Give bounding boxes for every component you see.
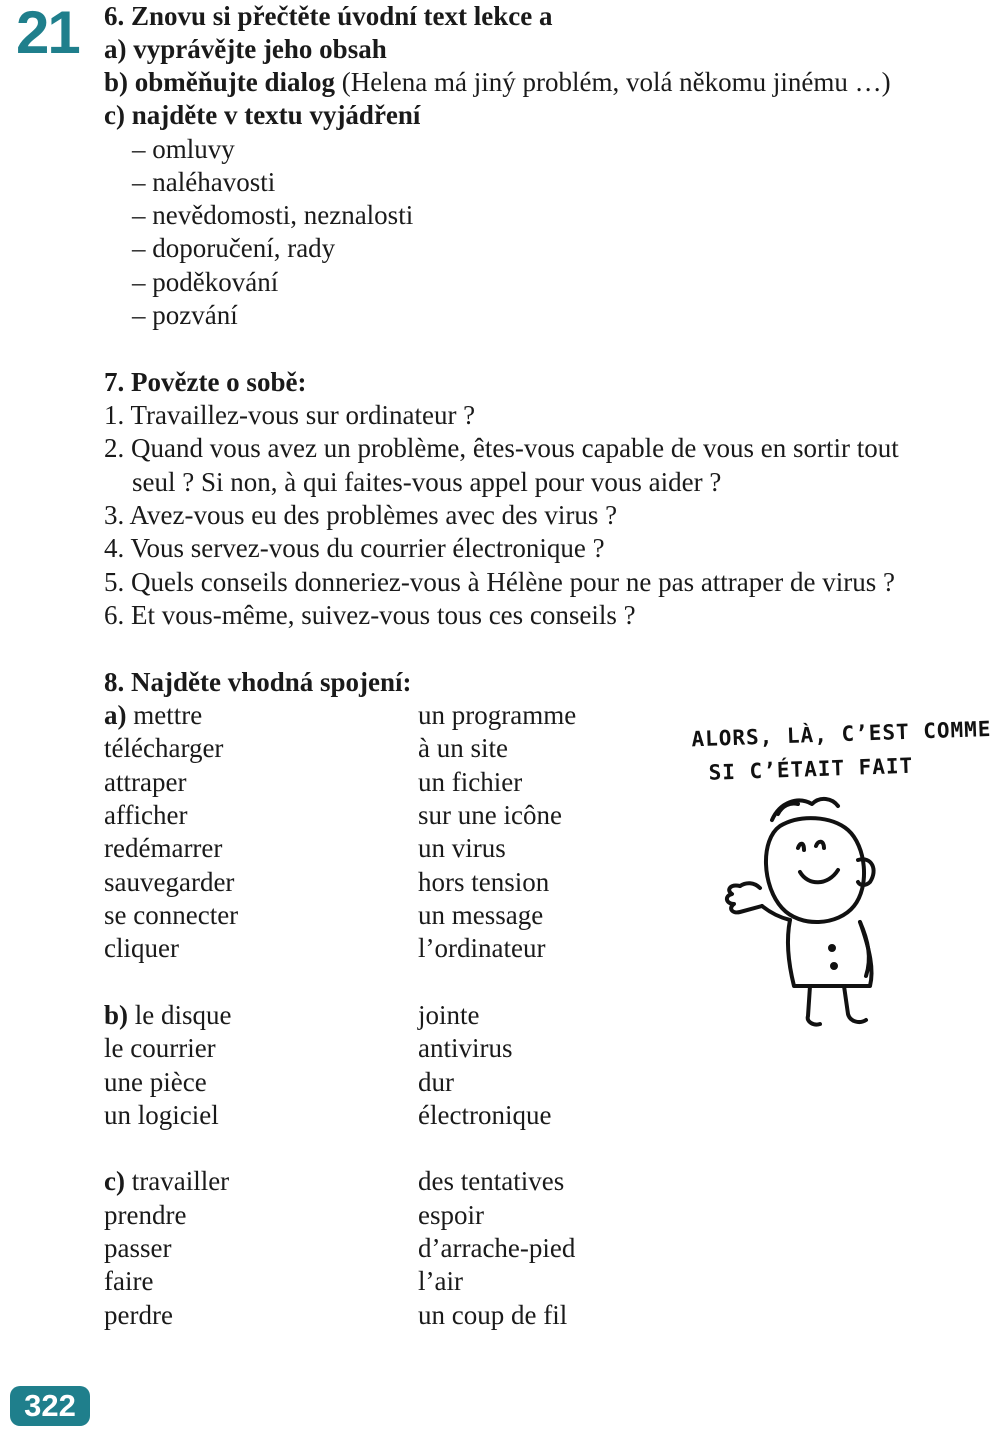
ex8-b-left-item	[104, 999, 232, 1032]
ex8-a-right-item: à un site	[418, 733, 508, 763]
cartoon-character-illustration	[720, 790, 920, 1030]
ex8-c-left-item: faire	[104, 1266, 154, 1296]
ex6-sub-item: – poděkování	[132, 267, 279, 297]
ex8-c-right-item: un coup de fil	[418, 1300, 568, 1330]
page-number: 322	[10, 1386, 90, 1426]
ex8-a-left-item: cliquer	[104, 933, 179, 963]
ex8-b-label: b)	[104, 1000, 129, 1030]
ex8-a-right-item: un programme	[418, 700, 577, 730]
ex7-question: 1. Travaillez-vous sur ordinateur ?	[104, 400, 476, 430]
ex6-sub-item: – pozvání	[132, 300, 238, 330]
ex8-a-left-item: attraper	[104, 767, 187, 797]
ex8-c-right-item: espoir	[418, 1200, 484, 1230]
ex8-a-left-item: télécharger	[104, 733, 224, 763]
ex8-c-left-item: passer	[104, 1233, 172, 1263]
ex8-a-right-item: un fichier	[418, 767, 523, 797]
ex8-c-right-item: des tentatives	[418, 1166, 565, 1196]
ex8-c-left-item	[104, 1165, 229, 1198]
ex7-question: 4. Vous servez-vous du courrier électronique ?	[104, 533, 605, 563]
ex8-a-left-item	[104, 699, 202, 732]
ex8-a-right-item: sur une icône	[418, 800, 562, 830]
ex8-title: 8. Najděte vhodná spojení:	[104, 667, 412, 697]
ex6-item-b-rest: (Helena má jiný problém, volá někomu jinému …)	[335, 67, 891, 97]
ex6-item-c: c) najděte v textu vyjádření	[104, 100, 421, 130]
ex8-c-label: c)	[104, 1166, 125, 1196]
ex8-c-left-text: travailler	[124, 1166, 230, 1196]
ex7-question: 2. Quand vous avez un problème, êtes-vous capable de vous en sortir tout	[104, 433, 899, 463]
ex6-item-b	[104, 66, 891, 99]
ex8-b-left-item: un logiciel	[104, 1100, 219, 1130]
ex8-c-right-item: l’air	[418, 1266, 463, 1296]
ex7-question: 6. Et vous-même, suivez-vous tous ces conseils ?	[104, 600, 636, 630]
ex7-question: 5. Quels conseils donneriez-vous à Hélène pour ne pas attraper de virus ?	[104, 567, 895, 597]
ex8-c-left-item: prendre	[104, 1200, 187, 1230]
ex6-item-a: a) vyprávějte jeho obsah	[104, 34, 387, 64]
speech-line-2: SI C’ÉTAIT FAIT	[708, 753, 914, 785]
speech-line-1: ALORS, LÀ, C’EST COMME	[691, 716, 992, 752]
ex8-a-left-item: sauvegarder	[104, 867, 235, 897]
ex8-a-right-item: l’ordinateur	[418, 933, 546, 963]
ex8-b-left-item: une pièce	[104, 1067, 207, 1097]
ex7-question-continued: seul ? Si non, à qui faites-vous appel pour vous aider ?	[132, 467, 722, 497]
ex8-c-left-item: perdre	[104, 1300, 173, 1330]
ex8-b-right-item: dur	[418, 1067, 454, 1097]
ex8-b-left-item: le courrier	[104, 1033, 216, 1063]
ex8-a-left-item: se connecter	[104, 900, 239, 930]
ex8-b-right-item: antivirus	[418, 1033, 513, 1063]
ex8-a-label: a)	[104, 700, 127, 730]
speech-bubble-text	[691, 714, 992, 791]
ex7-title: 7. Povězte o sobě:	[104, 367, 307, 397]
ex7-question: 3. Avez-vous eu des problèmes avec des virus ?	[104, 500, 618, 530]
ex6-sub-item: – doporučení, rady	[132, 233, 336, 263]
ex8-a-left-text: mettre	[126, 700, 203, 730]
ex6-sub-item: – naléhavosti	[132, 167, 276, 197]
ex8-b-right-item: jointe	[418, 1000, 480, 1030]
ex8-a-right-item: hors tension	[418, 867, 550, 897]
ex6-title: 6. Znovu si přečtěte úvodní text lekce a	[104, 1, 553, 31]
ex8-b-left-text: le disque	[128, 1000, 232, 1030]
lesson-number: 21	[16, 0, 79, 66]
ex8-a-right-item: un message	[418, 900, 544, 930]
ex8-a-left-item: redémarrer	[104, 833, 223, 863]
ex8-a-right-item: un virus	[418, 833, 506, 863]
ex8-c-right-item: d’arrache-pied	[418, 1233, 576, 1263]
ex6-sub-item: – omluvy	[132, 134, 235, 164]
ex6-sub-item: – nevědomosti, neznalosti	[132, 200, 414, 230]
ex8-b-right-item: électronique	[418, 1100, 552, 1130]
ex8-a-left-item: afficher	[104, 800, 188, 830]
ex6-item-b-label: b) obměňujte dialog	[104, 67, 336, 97]
